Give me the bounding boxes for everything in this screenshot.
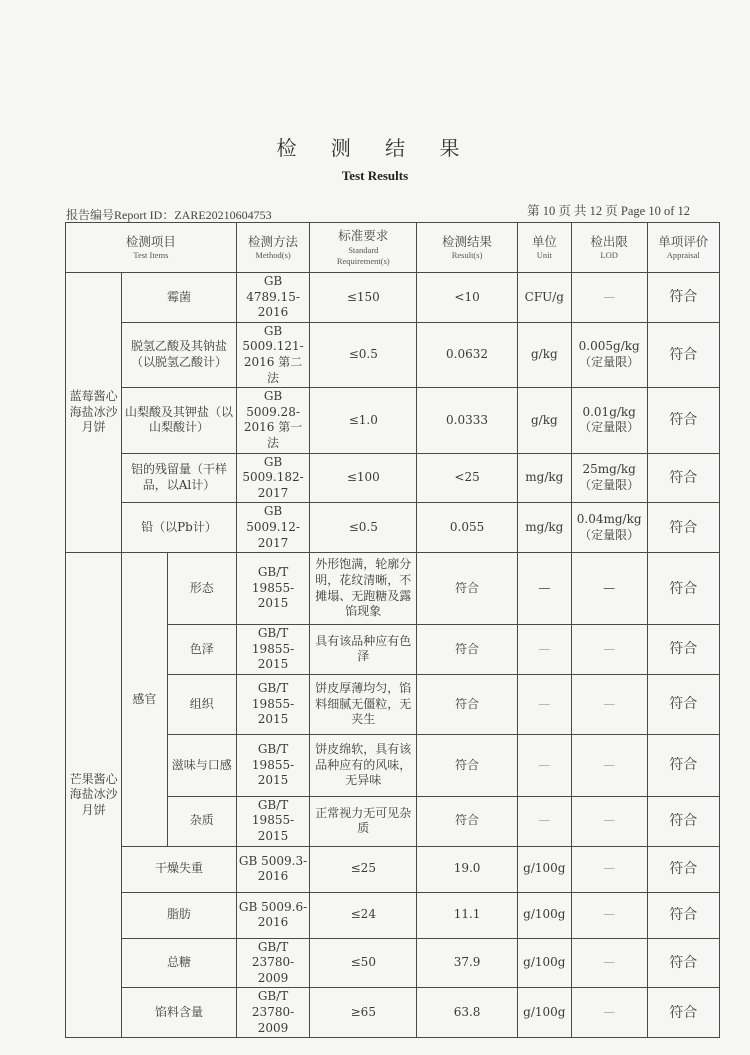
result-cell: 0.055	[417, 503, 518, 553]
appraisal-cell: 符合	[647, 322, 720, 387]
requirement-cell: ≥65	[310, 988, 417, 1038]
lod-cell	[571, 322, 647, 387]
method-cell: GB 5009.28-2016 第一法	[236, 388, 310, 453]
page-title: 检 测 结 果	[276, 136, 474, 160]
header-requirement: 标准要求 Standard Requirement(s)	[310, 223, 417, 273]
appraisal-cell: 符合	[647, 674, 720, 734]
result-cell: 符合	[417, 625, 518, 675]
results-table	[65, 222, 720, 1038]
table-row	[66, 938, 720, 988]
test-item: 色泽	[167, 625, 236, 675]
requirement-cell: ≤50	[310, 938, 417, 988]
requirement-cell: ≤0.5	[310, 503, 417, 553]
method-cell: GB 5009.6-2016	[236, 892, 310, 938]
requirement-cell: ≤100	[310, 453, 417, 503]
unit-cell: g/100g	[517, 988, 571, 1038]
requirement-cell: 外形饱满，轮廓分明，花纹清晰，不摊塌、无跑糖及露馅现象	[310, 553, 417, 625]
header-method: 检测方法 Method(s)	[236, 223, 310, 273]
table-row	[66, 846, 720, 892]
result-cell: 0.0333	[417, 388, 518, 453]
unit-cell: —	[517, 796, 571, 846]
lod-cell	[571, 503, 647, 553]
table-row	[66, 553, 720, 625]
method-cell: GB 5009.12-2017	[236, 503, 310, 553]
unit-cell: —	[517, 674, 571, 734]
requirement-cell: ≤25	[310, 846, 417, 892]
appraisal-cell: 符合	[647, 503, 720, 553]
table-row	[66, 322, 720, 387]
stamp-fragment	[728, 340, 750, 610]
test-item: 脂肪	[122, 892, 237, 938]
result-cell: 符合	[417, 674, 518, 734]
requirement-cell: 具有该品种应有色泽	[310, 625, 417, 675]
table-header-row	[66, 223, 720, 273]
page-subtitle: Test Results	[341, 168, 409, 183]
result-cell: 11.1	[417, 892, 518, 938]
lod-cell	[571, 273, 647, 323]
appraisal-cell: 符合	[647, 846, 720, 892]
method-cell: GB/T 19855-2015	[236, 734, 310, 796]
lod-cell: —	[571, 892, 647, 938]
appraisal-cell: 符合	[647, 734, 720, 796]
unit-cell: mg/kg	[517, 503, 571, 553]
appraisal-cell: 符合	[647, 988, 720, 1038]
test-item: 脱氢乙酸及其钠盐（以脱氢乙酸计）	[122, 322, 237, 387]
lod-note: （定量限）	[579, 527, 640, 542]
test-item: 铝的残留量（干样品，以Al计）	[122, 453, 237, 503]
result-cell: 符合	[417, 553, 518, 625]
unit-cell: g/100g	[517, 938, 571, 988]
header-lod: 检出限 LOD	[571, 223, 647, 273]
appraisal-cell: 符合	[647, 938, 720, 988]
lod-cell: —	[571, 846, 647, 892]
lod-note: （定量限）	[579, 354, 640, 369]
sensory-group: 感官	[122, 553, 167, 847]
lod-value: 0.01g/kg	[582, 404, 636, 419]
result-cell: 37.9	[417, 938, 518, 988]
header-unit: 单位 Unit	[517, 223, 571, 273]
lod-note: （定量限）	[579, 477, 640, 492]
test-item: 总糖	[122, 938, 237, 988]
test-item: 山梨酸及其钾盐（以山梨酸计）	[122, 388, 237, 453]
test-item: 馅料含量	[122, 988, 237, 1038]
lod-cell: —	[571, 553, 647, 625]
result-cell: 19.0	[417, 846, 518, 892]
requirement-cell: ≤24	[310, 892, 417, 938]
method-cell: GB 5009.182-2017	[236, 453, 310, 503]
result-cell: 0.0632	[417, 322, 518, 387]
method-cell: GB/T 19855-2015	[236, 625, 310, 675]
test-item: 形态	[167, 553, 236, 625]
table-row	[66, 892, 720, 938]
table-row	[66, 988, 720, 1038]
lod-cell: —	[571, 988, 647, 1038]
report-id: 报告编号Report ID：ZARE20210604753	[66, 208, 272, 222]
requirement-cell: ≤0.5	[310, 322, 417, 387]
lod-value: —	[603, 289, 616, 304]
unit-cell: CFU/g	[517, 273, 571, 323]
method-cell: GB/T 23780-2009	[236, 938, 310, 988]
unit-cell: —	[517, 553, 571, 625]
unit-cell: g/kg	[517, 388, 571, 453]
appraisal-cell: 符合	[647, 273, 720, 323]
result-cell: <10	[417, 273, 518, 323]
lod-cell: —	[571, 734, 647, 796]
requirement-cell: 饼皮绵软，具有该品种应有的风味，无异味	[310, 734, 417, 796]
unit-cell: g/kg	[517, 322, 571, 387]
lod-cell: —	[571, 674, 647, 734]
unit-cell: —	[517, 734, 571, 796]
unit-cell: mg/kg	[517, 453, 571, 503]
method-cell: GB 5009.3-2016	[236, 846, 310, 892]
unit-cell: g/100g	[517, 846, 571, 892]
result-cell: 63.8	[417, 988, 518, 1038]
appraisal-cell: 符合	[647, 796, 720, 846]
header-appraisal: 单项评价 Appraisal	[647, 223, 720, 273]
lod-value: 0.04mg/kg	[576, 512, 642, 527]
lod-cell: —	[571, 938, 647, 988]
lod-value: 25mg/kg	[582, 462, 636, 477]
lod-cell: —	[571, 796, 647, 846]
requirement-cell: ≤1.0	[310, 388, 417, 453]
requirement-cell: ≤150	[310, 273, 417, 323]
appraisal-cell: 符合	[647, 553, 720, 625]
sample-name-2: 芒果酱心海盐冰沙月饼	[66, 553, 122, 1038]
table-row	[66, 273, 720, 323]
header-test-items: 检测项目 Test Items	[66, 223, 237, 273]
sample-name-1: 蓝莓酱心海盐冰沙月饼	[66, 273, 122, 553]
lod-cell: —	[571, 625, 647, 675]
result-cell: 符合	[417, 796, 518, 846]
test-item: 滋味与口感	[167, 734, 236, 796]
lod-value: 0.005g/kg	[578, 339, 640, 354]
lod-cell	[571, 388, 647, 453]
result-cell: 符合	[417, 734, 518, 796]
test-item: 霉菌	[122, 273, 237, 323]
table-row	[66, 503, 720, 553]
header-result: 检测结果 Result(s)	[417, 223, 518, 273]
page-info: 第 10 页 共 12 页 Page 10 of 12	[527, 204, 690, 218]
method-cell: GB/T 19855-2015	[236, 674, 310, 734]
appraisal-cell: 符合	[647, 453, 720, 503]
appraisal-cell: 符合	[647, 892, 720, 938]
test-item: 组织	[167, 674, 236, 734]
method-cell: GB 5009.121-2016 第二法	[236, 322, 310, 387]
appraisal-cell: 符合	[647, 388, 720, 453]
requirement-cell: 正常视力无可见杂质	[310, 796, 417, 846]
method-cell: GB/T 19855-2015	[236, 796, 310, 846]
method-cell: GB/T 19855-2015	[236, 553, 310, 625]
lod-cell	[571, 453, 647, 503]
result-cell: <25	[417, 453, 518, 503]
test-item: 干燥失重	[122, 846, 237, 892]
test-item: 铅（以Pb计）	[122, 503, 237, 553]
unit-cell: —	[517, 625, 571, 675]
unit-cell: g/100g	[517, 892, 571, 938]
lod-note: （定量限）	[579, 420, 640, 435]
table-row	[66, 453, 720, 503]
method-cell: GB 4789.15-2016	[236, 273, 310, 323]
table-row	[66, 388, 720, 453]
appraisal-cell: 符合	[647, 625, 720, 675]
test-item: 杂质	[167, 796, 236, 846]
requirement-cell: 饼皮厚薄均匀，馅料细腻无僵粒，无夹生	[310, 674, 417, 734]
method-cell: GB/T 23780-2009	[236, 988, 310, 1038]
